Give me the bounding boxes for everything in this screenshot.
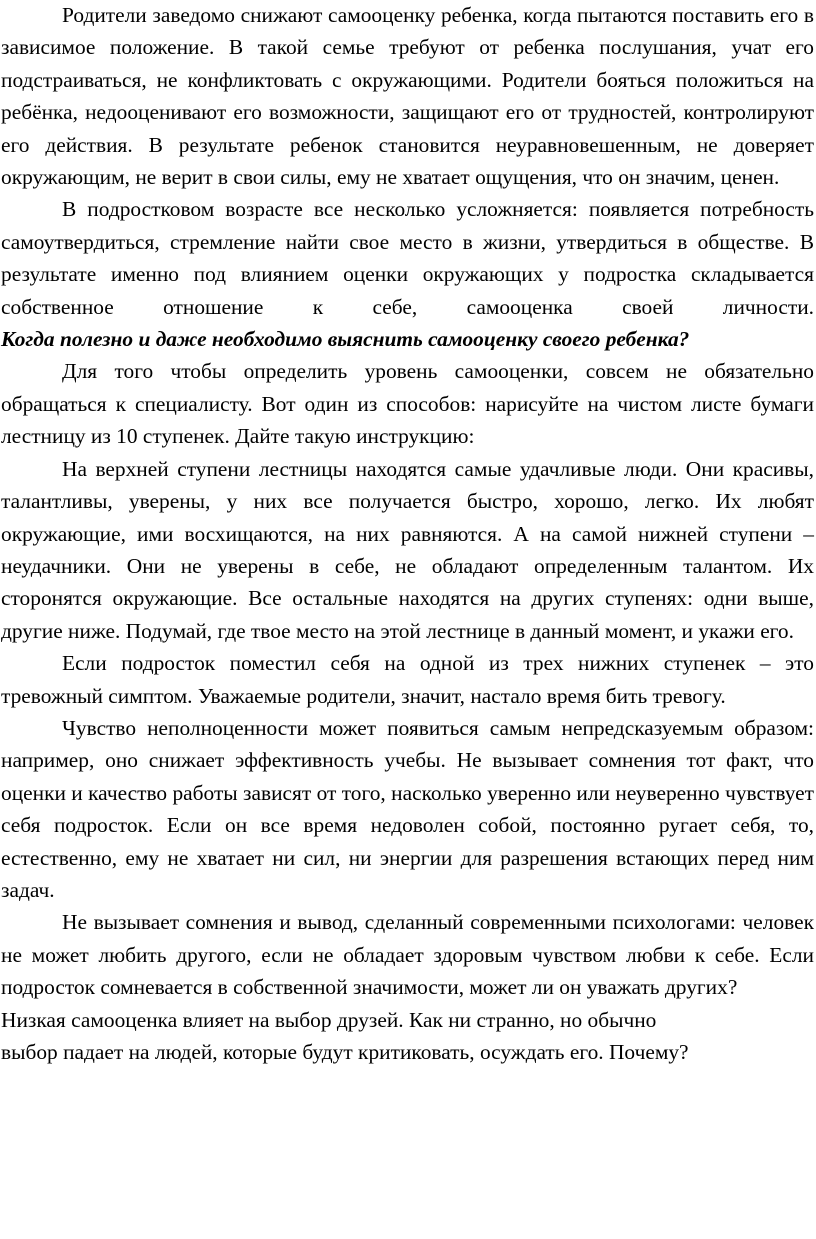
paragraph-inferiority-feeling: Чувство неполноценности может появиться самым непредсказуемым образом: например, оно снижает эффективность учебы. Не вызывает сомнения тот факт, что оценки и качество работы зависят от того, насколько уверенно или неуверенно чувствует себя подросток. Если он все время недоволен собой, постоянно ругает себя, то, естественно, ему не хватает ни сил, ни энергии для разрешения встающих перед ним задач. xyxy=(1,715,814,902)
paragraph-alarm-symptom: Если подросток поместил себя на одной из трех нижних ступенек – это тревожный симптом. Уважаемые родители, значит, настало время бить тревогу. xyxy=(1,651,814,708)
paragraph-ladder-instruction: На верхней ступени лестницы находятся самые удачливые люди. Они красивы, талантливы, уверены, у них все получается быстро, хорошо, легко. Их любят окружающие, ими восхищаются, на них равняются. А на самой нижней ступени – неудачники. Они не уверены в себе, не обладают определенным талантом. Их сторонятся окружающие. Все остальные находятся на других ступенях: одни выше, другие ниже. Подумай, где твое место на этой лестнице в данный момент, и укажи его. xyxy=(1,456,814,643)
paragraph-ladder-method: Для того чтобы определить уровень самооценки, совсем не обязательно обращаться к специалисту. Вот один из способов: нарисуйте на чистом листе бумаги лестницу из 10 ступенек. Дайте такую инструкцию: xyxy=(1,359,814,449)
paragraph-adolescence: В подростковом возрасте все несколько усложняется: появляется потребность самоутвердиться, стремление найти свое место в жизни, утвердиться в обществе. В результате именно под влиянием оценки окружающих у подростка складывается собственное отношение к себе, самооценка своей личности. xyxy=(1,197,814,319)
closing-line: Низкая самооценка влияет на выбор друзей. Как ни странно, но обычно xyxy=(1,1007,657,1032)
section-heading: Когда полезно и даже необходимо выяснить самооценку своего ребенка? xyxy=(1,327,690,352)
closing-text xyxy=(1,1004,814,1069)
closing-line: выбор падает на людей, которые будут критиковать, осуждать его. Почему? xyxy=(1,1040,689,1064)
paragraph-psychologists-conclusion: Не вызывает сомнения и вывод, сделанный современными психологами: человек не может любить другого, если не обладает здоровым чувством любви к себе. Если подросток сомневается в собственной значимости, может ли он уважать других? xyxy=(1,910,814,1000)
paragraph-parents-lower-self-esteem: Родители заведомо снижают самооценку ребенка, когда пытаются поставить его в зависимое положение. В такой семье требуют от ребенка послушания, учат его подстраиваться, не конфликтовать с окружающими. Родители бояться положиться на ребёнка, недооценивают его возможности, защищают его от трудностей, контролируют его действия. В результате ребенок становится неуравновешенным, не доверяет окружающим, не верит в свои силы, ему не хватает ощущения, что он значим, ценен. xyxy=(1,3,814,190)
